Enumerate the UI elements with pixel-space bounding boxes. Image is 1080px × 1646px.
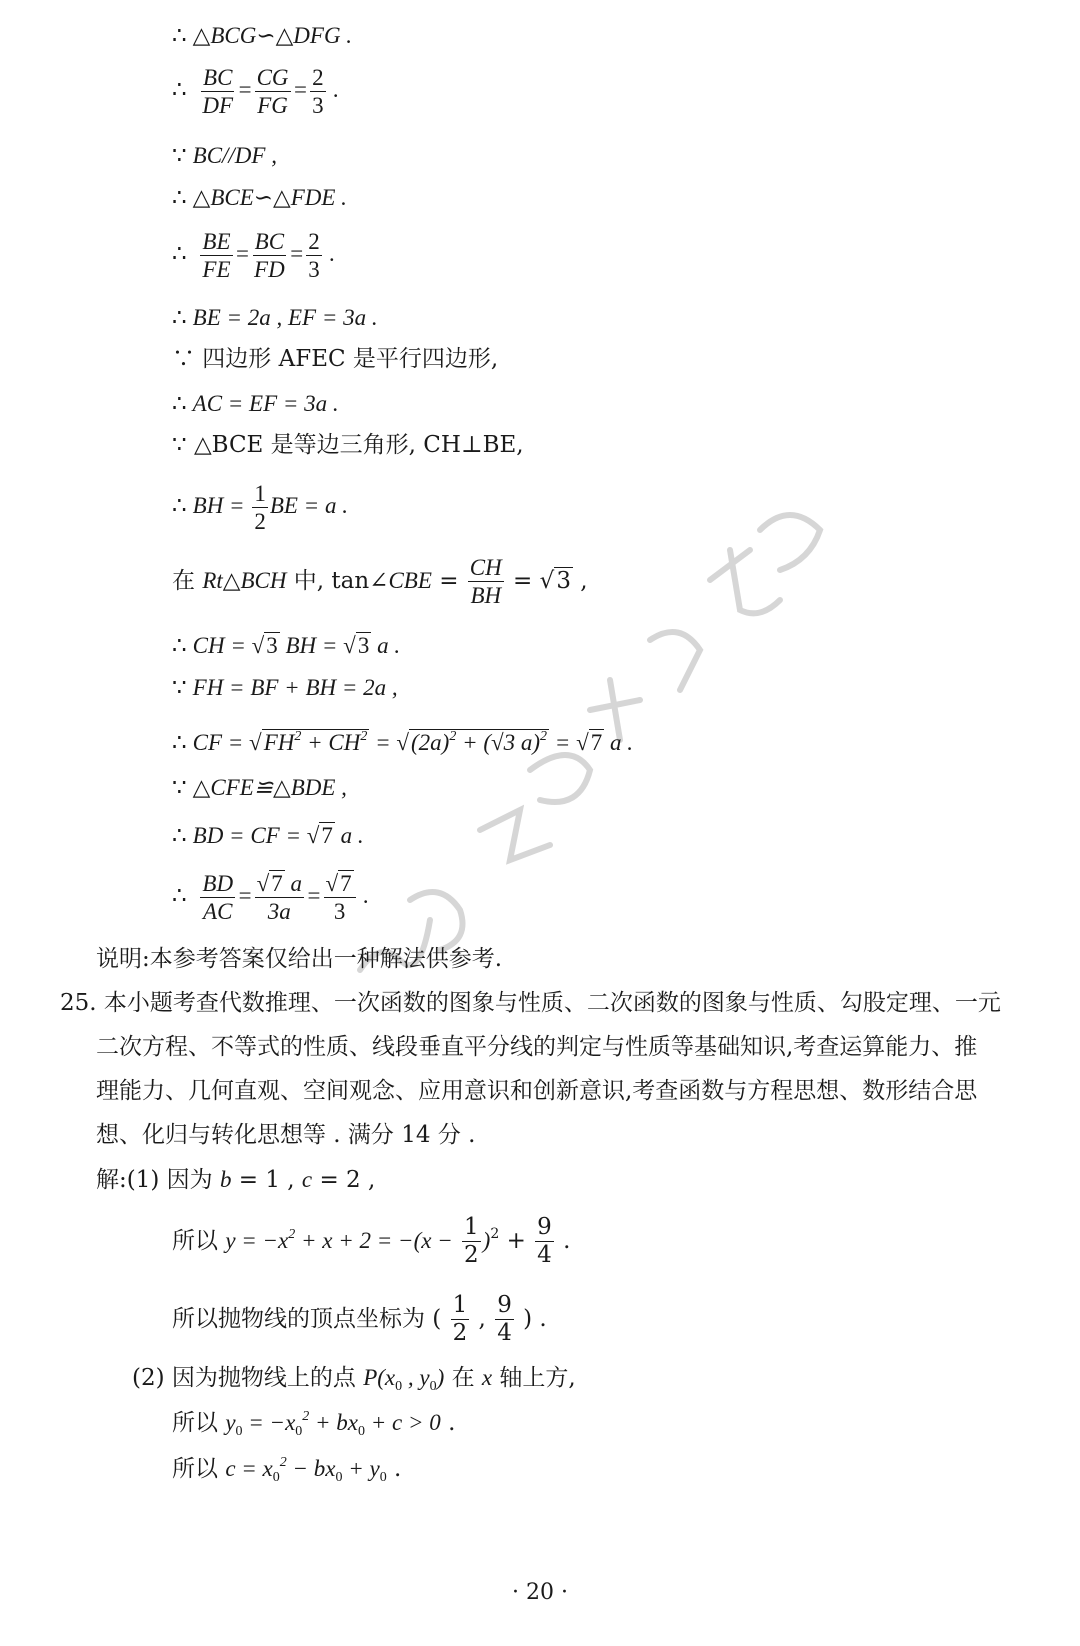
proof-line-fh: ∵ FH = BF + BH = 2a , [172,675,398,700]
q25-intro-line-3: 理能力、几何直观、空间观念、应用意识和创新意识,考查函数与方程思想、数形结合思 [96,1078,978,1104]
proof-line-parallel: ∵ BC//DF , [172,143,277,168]
proof-line-bh: ∴ BH = $\frac{1}{2}$ BE = a . [172,481,348,534]
proof-line-ch: ∴ CH = √3 BH = √3 a . [172,633,401,658]
solution-c: 所以 $c = x_0^2 - bx_0 + y_0$ . [172,1455,402,1485]
proof-line-bd: ∴ BD = CF = √7 a . [172,823,364,848]
solution-inequality: 所以 $y_0 = -x_0^2 + bx_0 + c > 0$ . [172,1409,456,1439]
q25-intro-line-4: 想、化归与转化思想等 . 满分 14 分 . [96,1122,476,1148]
proof-line-parallelogram: ∵ 四边形 AFEC 是平行四边形, [172,346,499,372]
proof-line-equilateral: ∵ △BCE 是等边三角形, CH⊥BE, [172,432,524,458]
proof-line-ratio-bc-df: ∴ $\frac{BC}{DF}$ = $\frac{CG}{FG}$ = $\frac{2}{3}$ . [172,65,340,118]
solution-part-2: (2) 因为抛物线上的点 $P(x_0$ , $y_0$) 在 x 轴上方, [132,1365,576,1394]
proof-line-ac: ∴ AC = EF = 3a . [172,391,339,416]
proof-line-be-ef: ∴ BE = 2a , EF = 3a . [172,305,378,330]
proof-line-tan: 在 Rt△BCH 中, tan∠CBE = $\frac{CH}{BH}$ = √3 , [172,555,588,608]
q25-intro-line-2: 二次方程、不等式的性质、线段垂直平分线的判定与性质等基础知识,考查运算能力、推 [96,1034,978,1060]
proof-line-congruent: ∵ △CFE≌△BDE , [172,775,347,800]
solution-part-1: 解:(1) 因为 b = 1 , c = 2 , [96,1167,376,1193]
proof-line-similar-bcg-dfg: ∴ △BCG∽△DFG . [172,23,353,48]
solution-vertex: 所以抛物线的顶点坐标为 ( $\frac{1}{2}$ , $\frac{9}{4}$ ) . [172,1292,547,1346]
q25-intro-line-1: 25. 本小题考查代数推理、一次函数的图象与性质、二次函数的图象与性质、勾股定理、一元 [60,990,1001,1016]
proof-line-cf: ∴ CF = $√FH^2 + CH^2 = √(2a)^2 + (√3$ a)$^2$ = √7 a . [172,729,633,755]
solution-equation-y: 所以 $y = -x^2 + x + 2 = -(x$ − $\frac{1}{2}$ )$^2$ + $\frac{9}{4}$ . [172,1214,571,1268]
proof-line-bd-ac: ∴ $\frac{BD}{AC}$ = $\frac{√7 a}{3a}$ = $\frac{√7}{3}$ . [172,871,370,924]
note-line: 说明:本参考答案仅给出一种解法供参考. [96,946,503,972]
proof-line-similar-bce-fde: ∴ △BCE∽△FDE . [172,185,347,210]
proof-line-ratio-be-fe: ∴ $\frac{BE}{FE}$ = $\frac{BC}{FD}$ = $\frac{2}{3}$ . [172,229,336,282]
page-number: · 20 · [512,1580,568,1605]
